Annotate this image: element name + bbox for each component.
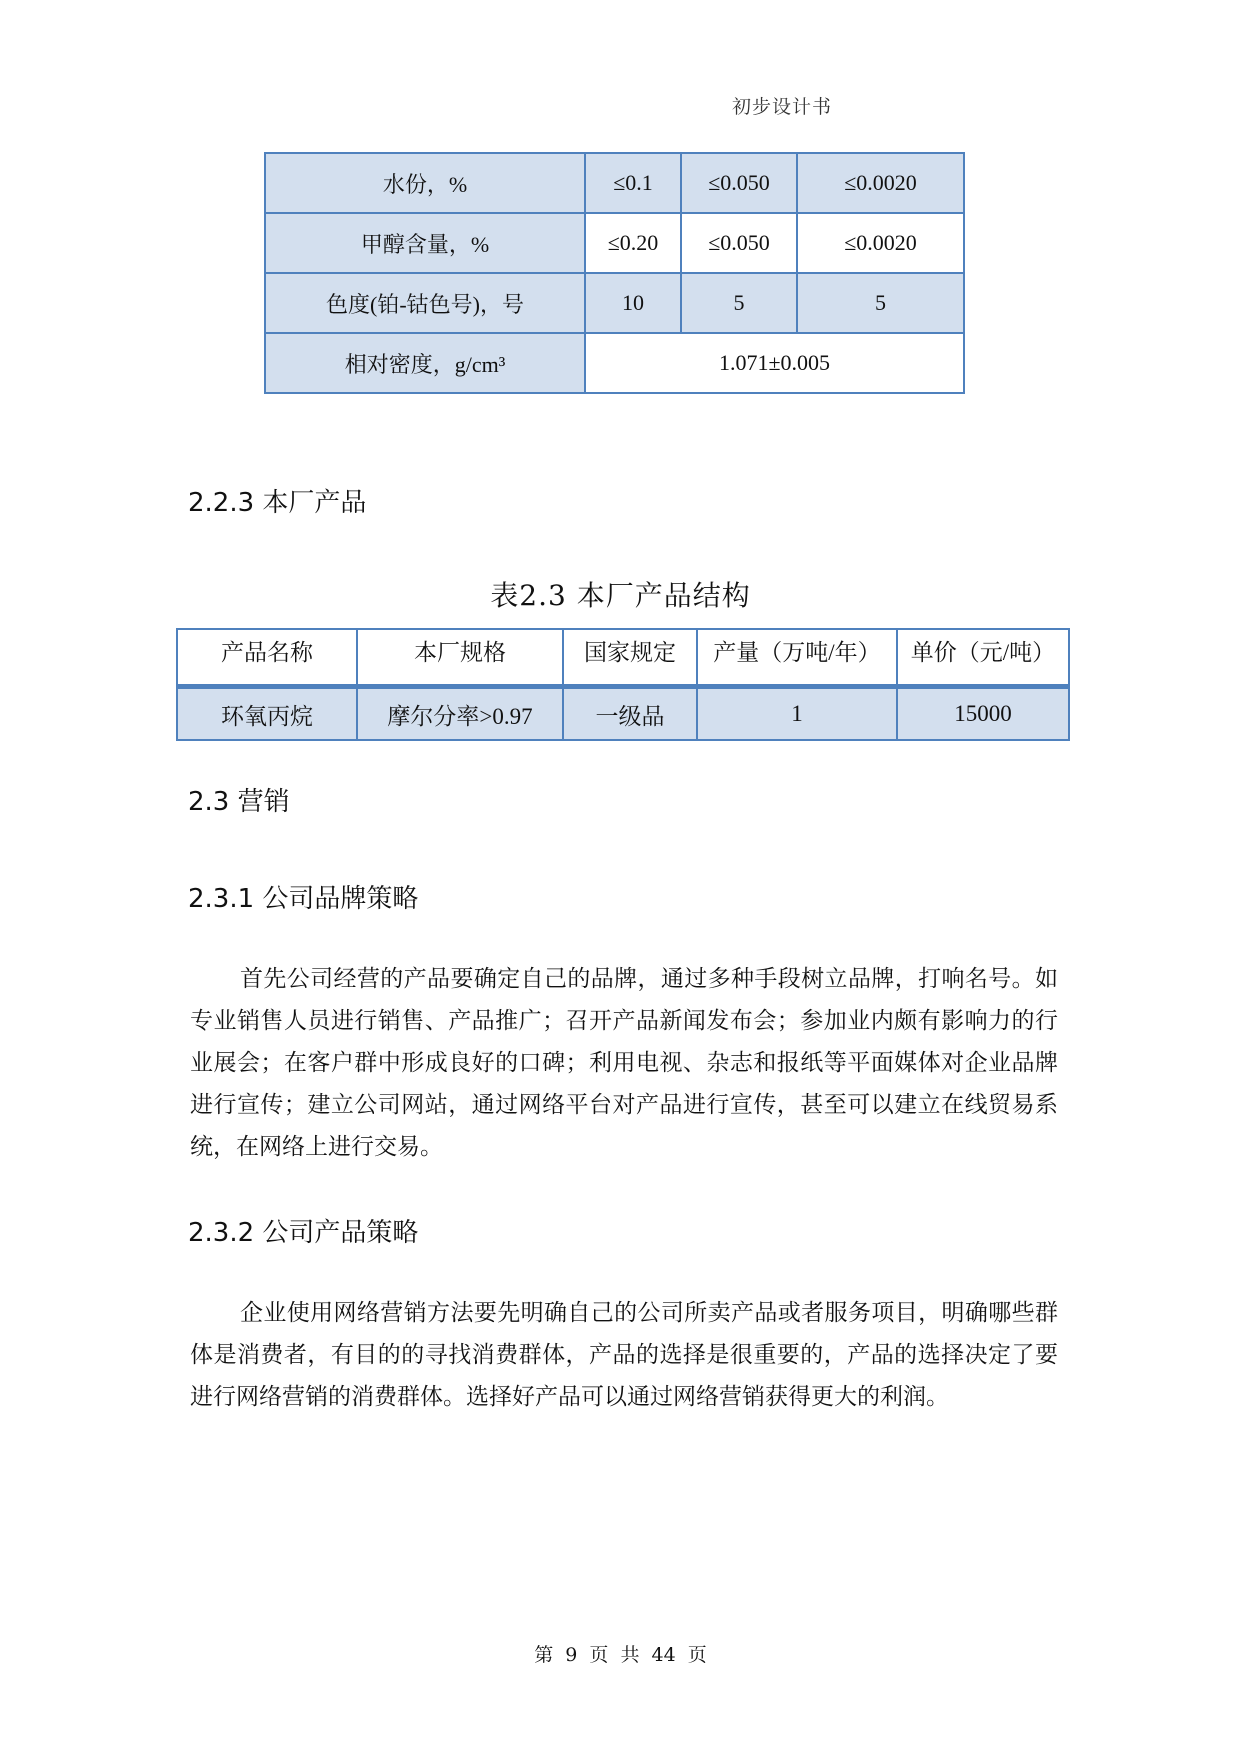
column-header: 产品名称 [177,629,357,687]
table-cell: 5 [797,273,964,333]
table-row [177,687,1069,741]
column-header: 产量（万吨/年） [697,629,897,687]
column-header: 单价（元/吨） [897,629,1069,687]
table-cell: 摩尔分率>0.97 [357,687,563,741]
section-heading: 2.3 营销 [188,787,290,817]
table-cell: 1 [697,687,897,741]
table-cell: 水份，% [265,153,585,213]
table-row [265,273,964,333]
table-row [265,333,964,393]
section-heading: 2.3.1 公司品牌策略 [188,884,419,914]
table-cell: 1.071±0.005 [585,333,964,393]
table-caption: 表2.3 本厂产品结构 [490,579,751,612]
table-cell: 色度(铂-钴色号)，号 [265,273,585,333]
page-footer: 第 9 页 共 44 页 [534,1644,707,1666]
page-header: 初步设计书 [732,96,833,118]
table-cell: 15000 [897,687,1069,741]
spec-table [264,152,965,394]
table-cell: 甲醇含量，% [265,213,585,273]
table-cell: ≤0.050 [681,213,797,273]
column-header: 国家规定 [563,629,697,687]
table-cell: 一级品 [563,687,697,741]
table-cell: 相对密度，g/cm³ [265,333,585,393]
table-cell: ≤0.0020 [797,213,964,273]
section-heading: 2.3.2 公司产品策略 [188,1218,419,1248]
table-cell: ≤0.050 [681,153,797,213]
paragraph: 企业使用网络营销方法要先明确自己的公司所卖产品或者服务项目，明确哪些群体是消费者，有目的的寻找消费群体，产品的选择是很重要的，产品的选择决定了要进行网络营销的消费群体。选择好产品可以通过网络营销获得更大的利润。 [190,1300,1058,1410]
table-row [265,153,964,213]
paragraph: 首先公司经营的产品要确定自己的品牌，通过多种手段树立品牌，打响名号。如专业销售人员进行销售、产品推广；召开产品新闻发布会；参加业内颇有影响力的行业展会；在客户群中形成良好的口碑；利用电视、杂志和报纸等平面媒体对企业品牌进行宣传；建立公司网站，通过网络平台对产品进行宣传，甚至可以建立在线贸易系统，在网络上进行交易。 [190,966,1058,1160]
table-row [265,213,964,273]
table-cell: ≤0.1 [585,153,681,213]
section-heading: 2.2.3 本厂产品 [188,488,367,518]
table-cell: 10 [585,273,681,333]
table-header-row [177,629,1069,687]
table-cell: ≤0.20 [585,213,681,273]
column-header: 本厂规格 [357,629,563,687]
table-cell: 环氧丙烷 [177,687,357,741]
table-cell: 5 [681,273,797,333]
product-table [176,628,1070,741]
table-cell: ≤0.0020 [797,153,964,213]
